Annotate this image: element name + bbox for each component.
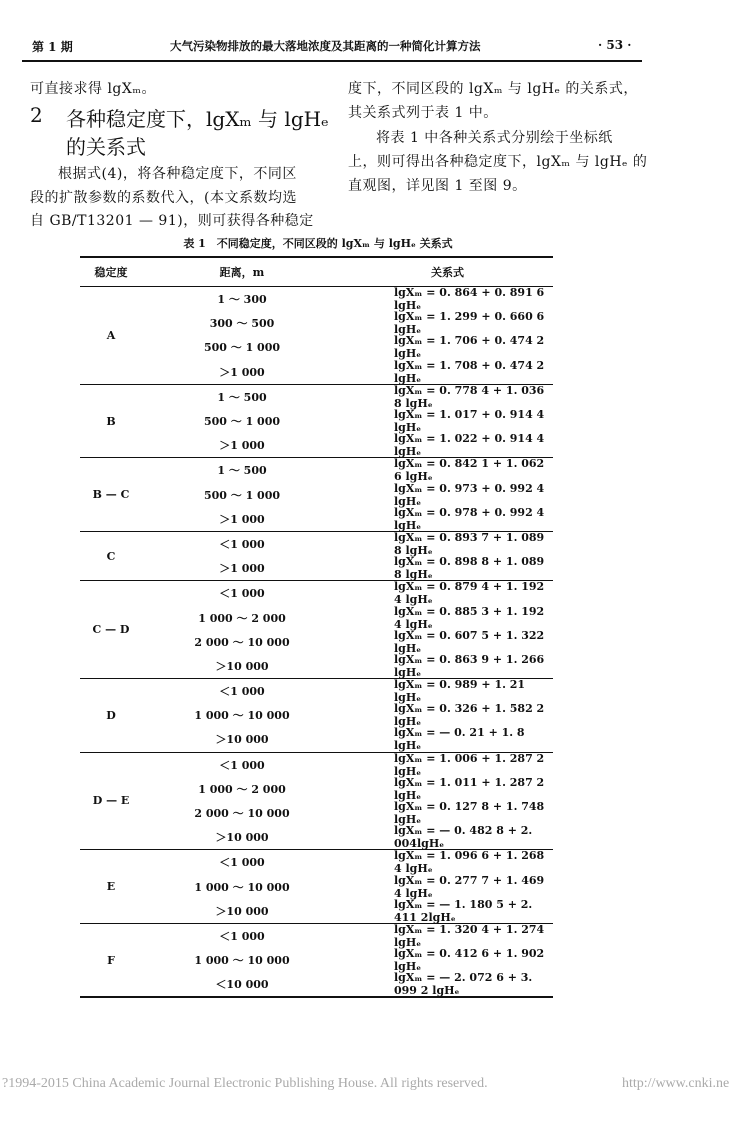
body-text: 将表 1 中各种关系式分别绘于坐标纸 (376, 130, 613, 146)
formula: lgXₘ = 1. 708 + 0. 474 2 lgHₑ (394, 358, 545, 385)
table-row (142, 335, 553, 359)
distance-range: 1 ～ 500 (217, 390, 267, 404)
table-row (142, 777, 553, 801)
stability-class: C — D (92, 623, 130, 637)
formula: lgXₘ = — 2. 072 6 + 3. 099 2 lgHₑ (394, 971, 533, 998)
stability-class: E (106, 880, 116, 894)
table-row (142, 727, 553, 751)
stability-group (80, 581, 553, 679)
stability-class: A (106, 328, 116, 342)
section-number: 2 (30, 103, 43, 127)
header-rule (22, 60, 642, 62)
body-text: 自 GB/T13201 — 91)，则可获得各种稳定 (30, 213, 314, 229)
formula: lgXₘ = 0. 842 1 + 1. 062 6 lgHₑ (394, 457, 545, 484)
cnki-url: http://www.cnki.ne (622, 1076, 730, 1091)
table-row (142, 875, 553, 899)
table-row (142, 360, 553, 384)
stability-class: D (106, 708, 116, 722)
stability-group (80, 679, 553, 753)
formula: lgXₘ = 0. 607 5 + 1. 322 lgHₑ (394, 628, 545, 655)
distance-range: 2 000 ～ 10 000 (194, 635, 290, 649)
table-row (142, 556, 553, 580)
stability-class: F (107, 953, 115, 967)
table-header (80, 258, 553, 287)
formula: lgXₘ = 0. 412 6 + 1. 902 lgHₑ (394, 947, 545, 974)
stability-group (80, 385, 553, 459)
copyright-notice: ?1994-2015 China Academic Journal Electronic Publishing House. All rights reserved. (2, 1076, 488, 1091)
header-distance: 距离，m (219, 266, 265, 279)
running-title: 大气污染物排放的最大落地浓度及其距离的一种简化计算方法 (170, 39, 481, 53)
formula: lgXₘ = 1. 006 + 1. 287 2 lgHₑ (394, 751, 545, 778)
distance-range: ＞10 000 (215, 904, 269, 918)
distance-range: ＞1 000 (219, 365, 265, 379)
formula: lgXₘ = 0. 898 8 + 1. 089 8 lgHₑ (394, 555, 545, 582)
distance-range: 2 000 ～ 10 000 (194, 807, 290, 821)
distance-range: 1 ～ 300 (217, 293, 267, 307)
table-row (142, 433, 553, 457)
table-row (142, 703, 553, 727)
section-heading: 各种稳定度下，lgXₘ 与 lgHₑ (66, 107, 329, 131)
distance-range: ＞10 000 (215, 831, 269, 845)
body-text: 上，则可得出各种稳定度下，lgXₘ 与 lgHₑ 的 (348, 154, 648, 170)
distance-range: 1 ～ 500 (217, 464, 267, 478)
table-row (142, 483, 553, 507)
table-row (142, 605, 553, 629)
section-heading-cont: 的关系式 (66, 135, 146, 159)
formula: lgXₘ = 0. 885 3 + 1. 192 4 lgHₑ (394, 604, 545, 631)
table-row (142, 924, 553, 948)
formula: lgXₘ = 0. 989 + 1. 21 lgHₑ (394, 678, 526, 705)
page-number: · 53 · (598, 38, 632, 52)
stability-class: D — E (92, 794, 130, 808)
table-row (142, 972, 553, 996)
table-row (142, 507, 553, 531)
table-row (142, 679, 553, 703)
distance-range: 1 000 ～ 10 000 (194, 880, 290, 894)
distance-range: ＜1 000 (219, 929, 265, 943)
body-text: 其关系式列于表 1 中。 (348, 105, 498, 121)
distance-range: ＜1 000 (219, 537, 265, 551)
table-row (142, 532, 553, 556)
issue-label: 第 1 期 (32, 40, 73, 54)
distance-range: 500 ～ 1 000 (203, 488, 281, 502)
table-row (142, 899, 553, 923)
distance-range: 500 ～ 1 000 (203, 415, 281, 429)
body-text: 直观图，详见图 1 至图 9。 (348, 178, 527, 194)
table-row (142, 630, 553, 654)
distance-range: ＞10 000 (215, 659, 269, 673)
table-row (142, 409, 553, 433)
table-row (142, 948, 553, 972)
distance-range: 1 000 ～ 2 000 (198, 611, 286, 625)
formula: lgXₘ = 0. 127 8 + 1. 748 lgHₑ (394, 800, 545, 827)
table-row (142, 825, 553, 849)
table-row (142, 654, 553, 678)
formula: lgXₘ = — 0. 21 + 1. 8 lgHₑ (394, 726, 525, 753)
formula: lgXₘ = 1. 017 + 0. 914 4 lgHₑ (394, 408, 545, 435)
formula: lgXₘ = 0. 778 4 + 1. 036 8 lgHₑ (394, 383, 545, 410)
formula: lgXₘ = 0. 978 + 0. 992 4 lgHₑ (394, 505, 545, 532)
distance-range: 1 000 ～ 2 000 (198, 782, 286, 796)
body-text: 段的扩散参数的系数代入，(本文系数均选 (30, 190, 297, 206)
stability-class: B — C (92, 488, 130, 502)
formula: lgXₘ = — 0. 482 8 + 2. 004lgHₑ (394, 824, 533, 851)
formula: lgXₘ = 1. 706 + 0. 474 2 lgHₑ (394, 334, 545, 361)
table-caption: 表 1 不同稳定度，不同区段的 lgXₘ 与 lgHₑ 关系式 (183, 237, 453, 250)
stability-group (80, 753, 553, 851)
distance-range: ＞1 000 (219, 439, 265, 453)
formula: lgXₘ = 0. 326 + 1. 582 2 lgHₑ (394, 702, 545, 729)
formula: lgXₘ = 0. 973 + 0. 992 4 lgHₑ (394, 481, 545, 508)
formula: lgXₘ = 0. 864 + 0. 891 6 lgHₑ (394, 286, 545, 313)
distance-range: ＜1 000 (219, 587, 265, 601)
table-row (142, 801, 553, 825)
stability-group (80, 850, 553, 924)
stability-group (80, 458, 553, 532)
body-text: 可直接求得 lgXₘ。 (30, 81, 156, 97)
body-text: 度下，不同区段的 lgXₘ 与 lgHₑ 的关系式， (348, 81, 638, 97)
body-text: 根据式(4)，将各种稳定度下，不同区 (58, 166, 297, 182)
stability-group (80, 924, 553, 997)
distance-range: ＜1 000 (219, 685, 265, 699)
distance-range: ＞1 000 (219, 512, 265, 526)
stability-group (80, 532, 553, 581)
distance-range: 300 ～ 500 (209, 317, 275, 331)
distance-range: ＜10 000 (215, 978, 269, 992)
formula: lgXₘ = 1. 299 + 0. 660 6 lgHₑ (394, 310, 545, 337)
formula: lgXₘ = 0. 277 7 + 1. 469 4 lgHₑ (394, 873, 545, 900)
formula: lgXₘ = 1. 096 6 + 1. 268 4 lgHₑ (394, 849, 545, 876)
formula: lgXₘ = 0. 863 9 + 1. 266 lgHₑ (394, 652, 545, 679)
table-row (142, 753, 553, 777)
stability-group (80, 287, 553, 385)
table-row (142, 850, 553, 874)
relation-table (80, 256, 553, 998)
formula: lgXₘ = 1. 011 + 1. 287 2 lgHₑ (394, 775, 545, 802)
distance-range: ＜1 000 (219, 758, 265, 772)
table-row (142, 458, 553, 482)
table-row (142, 385, 553, 409)
formula: lgXₘ = — 1. 180 5 + 2. 411 2lgHₑ (394, 897, 533, 924)
header-stability: 稳定度 (94, 266, 128, 279)
distance-range: 1 000 ～ 10 000 (194, 954, 290, 968)
table-row (142, 581, 553, 605)
distance-range: 500 ～ 1 000 (203, 341, 281, 355)
table-row (142, 311, 553, 335)
distance-range: ＜1 000 (219, 856, 265, 870)
distance-range: 1 000 ～ 10 000 (194, 709, 290, 723)
formula: lgXₘ = 0. 879 4 + 1. 192 4 lgHₑ (394, 580, 545, 607)
header-formula: 关系式 (431, 266, 464, 279)
distance-range: ＞1 000 (219, 562, 265, 576)
stability-class: B (106, 414, 116, 428)
formula: lgXₘ = 1. 320 4 + 1. 274 lgHₑ (394, 922, 545, 949)
stability-class: C (106, 549, 116, 563)
distance-range: ＞10 000 (215, 733, 269, 747)
table-row (142, 287, 553, 311)
formula: lgXₘ = 0. 893 7 + 1. 089 8 lgHₑ (394, 530, 545, 557)
formula: lgXₘ = 1. 022 + 0. 914 4 lgHₑ (394, 432, 545, 459)
